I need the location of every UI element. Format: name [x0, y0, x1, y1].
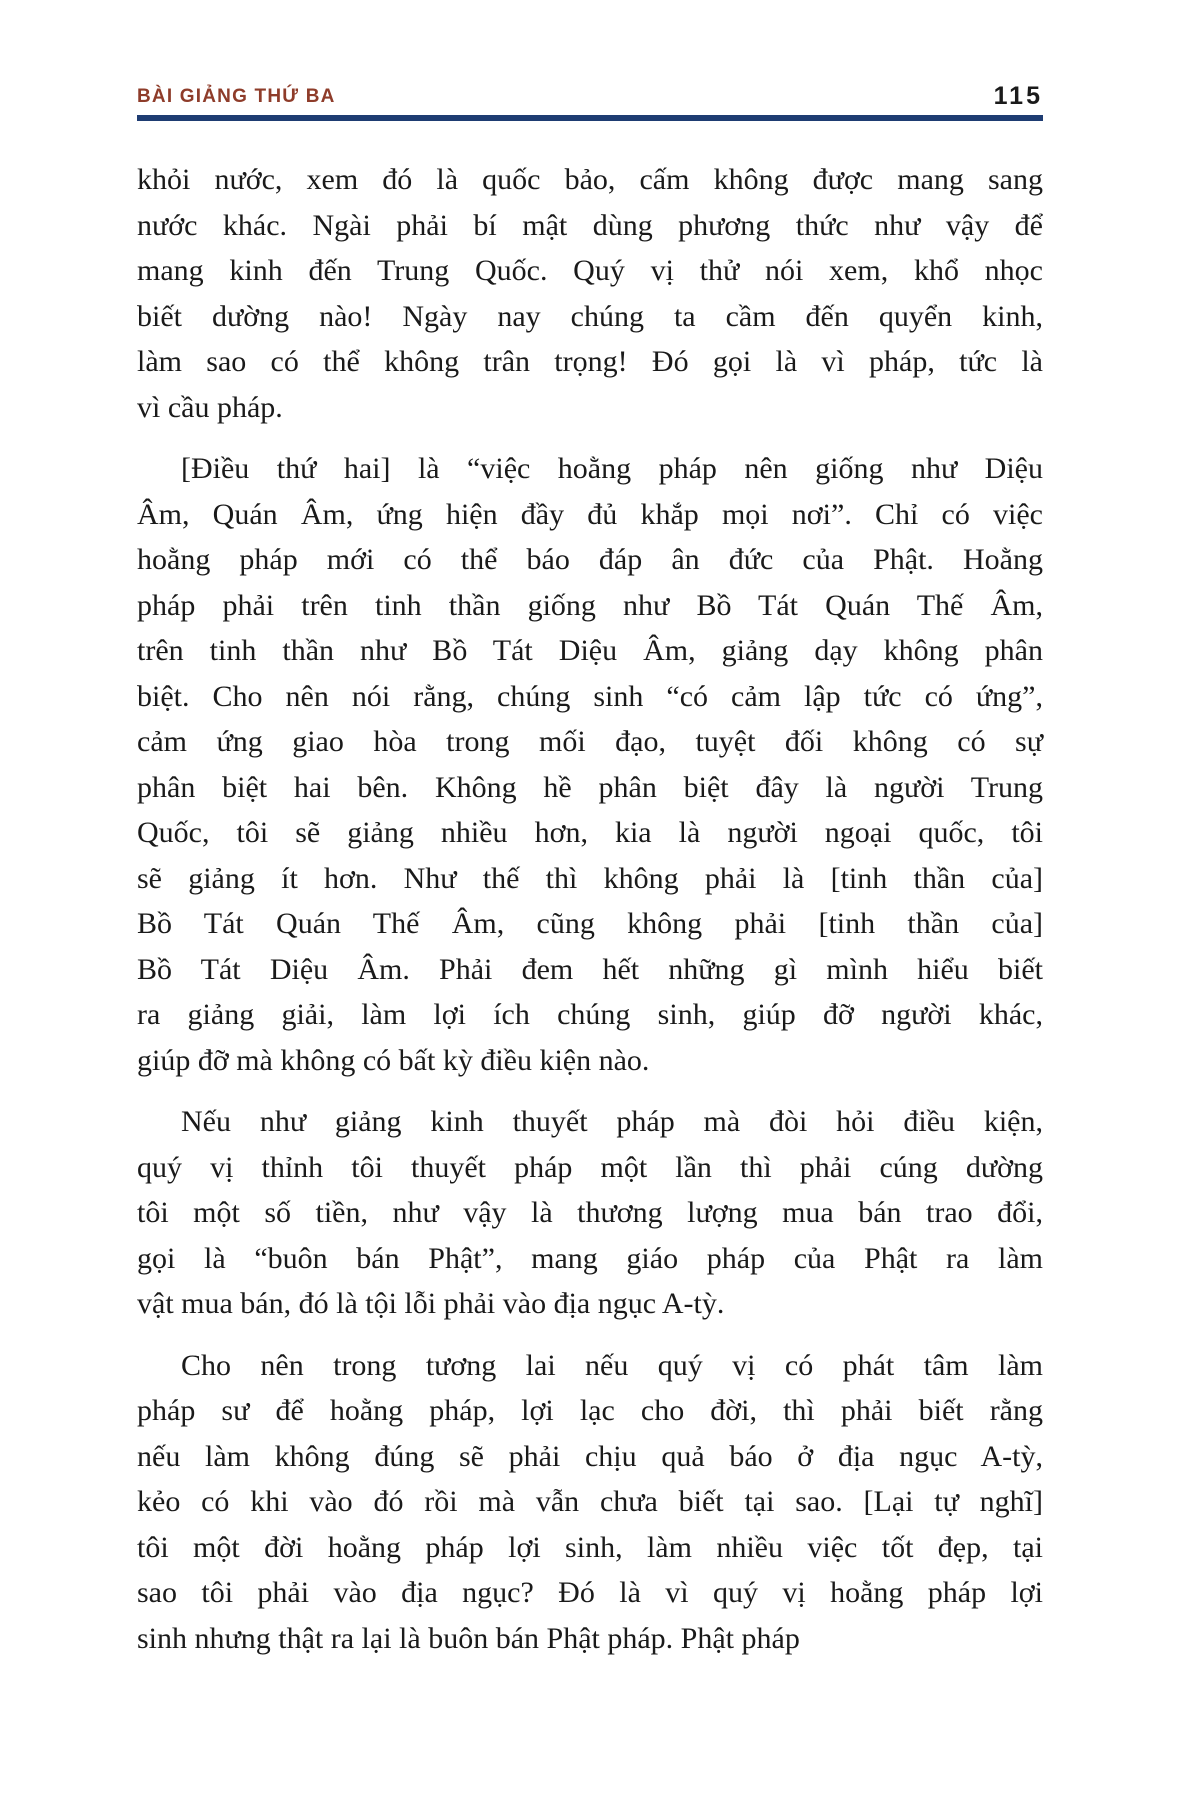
body-line: biệt. Cho nên nói rằng, chúng sinh “có cảm lập tức có ứng”, — [137, 679, 1043, 713]
body-line: tôi một số tiền, như vậy là thương lượng mua bán trao đổi, — [137, 1196, 1043, 1229]
page-header — [137, 84, 1043, 121]
body-line: tôi một đời hoằng pháp lợi sinh, làm nhiều việc tốt đẹp, tại — [137, 1530, 1043, 1564]
body-line: sẽ giảng ít hơn. Như thế thì không phải là [tinh thần của] — [137, 861, 1043, 895]
page-number: 115 — [993, 82, 1043, 110]
body-line: [Điều thứ hai] là “việc hoằng pháp nên giống như Diệu — [181, 452, 1043, 485]
body-line: kẻo có khi vào đó rồi mà vẫn chưa biết tại sao. [Lại tự nghĩ] — [137, 1485, 1043, 1518]
body-text — [137, 157, 1043, 1677]
body-line: sinh nhưng thật ra lại là buôn bán Phật pháp. Phật pháp — [137, 1621, 800, 1655]
body-line: trên tinh thần như Bồ Tát Diệu Âm, giảng dạy không phân — [137, 634, 1043, 667]
body-line: gọi là “buôn bán Phật”, mang giáo pháp của Phật ra làm — [137, 1241, 1043, 1275]
body-line: vì cầu pháp. — [137, 390, 283, 424]
body-line: phân biệt hai bên. Không hề phân biệt đây là người Trung — [137, 770, 1043, 804]
paragraph — [137, 157, 1043, 430]
paragraph — [137, 1343, 1043, 1662]
body-line: mang kinh đến Trung Quốc. Quý vị thử nói xem, khổ nhọc — [137, 254, 1043, 287]
body-line: quý vị thỉnh tôi thuyết pháp một lần thì phải cúng dường — [137, 1150, 1043, 1184]
body-line: ra giảng giải, làm lợi ích chúng sinh, giúp đỡ người khác, — [137, 998, 1043, 1031]
section-title: BÀI GIẢNG THỨ BA — [137, 86, 336, 107]
body-line: Bồ Tát Diệu Âm. Phải đem hết những gì mình hiểu biết — [137, 952, 1043, 986]
body-line: giúp đỡ mà không có bất kỳ điều kiện nào. — [137, 1043, 650, 1077]
body-line: Bồ Tát Quán Thế Âm, cũng không phải [tinh thần của] — [137, 907, 1043, 940]
header-rule — [137, 115, 1043, 121]
body-line: vật mua bán, đó là tội lỗi phải vào địa ngục A-tỳ. — [137, 1287, 725, 1320]
body-line: cảm ứng giao hòa trong mối đạo, tuyệt đối không có sự — [137, 725, 1043, 758]
body-line: nếu làm không đúng sẽ phải chịu quả báo ở địa ngục A-tỳ, — [137, 1439, 1043, 1473]
body-line: khỏi nước, xem đó là quốc bảo, cấm không được mang sang — [137, 163, 1043, 196]
body-line: Cho nên trong tương lai nếu quý vị có phát tâm làm — [181, 1348, 1043, 1382]
body-line: biết dường nào! Ngày nay chúng ta cầm đến quyển kinh, — [137, 299, 1043, 333]
paragraph — [137, 446, 1043, 1083]
body-line: hoằng pháp mới có thể báo đáp ân đức của Phật. Hoằng — [137, 543, 1043, 576]
body-line: Nếu như giảng kinh thuyết pháp mà đòi hỏi điều kiện, — [181, 1105, 1043, 1138]
body-line: Quốc, tôi sẽ giảng nhiều hơn, kia là người ngoại quốc, tôi — [137, 816, 1043, 849]
body-line: pháp sư để hoằng pháp, lợi lạc cho đời, thì phải biết rằng — [137, 1394, 1043, 1427]
paragraph — [137, 1099, 1043, 1327]
body-line: Âm, Quán Âm, ứng hiện đầy đủ khắp mọi nơi”. Chỉ có việc — [137, 497, 1043, 531]
body-line: sao tôi phải vào địa ngục? Đó là vì quý vị hoằng pháp lợi — [137, 1576, 1043, 1609]
body-line: nước khác. Ngài phải bí mật dùng phương thức như vậy để — [137, 208, 1043, 242]
body-line: làm sao có thể không trân trọng! Đó gọi là vì pháp, tức là — [137, 345, 1043, 378]
body-line: pháp phải trên tinh thần giống như Bồ Tát Quán Thế Âm, — [137, 588, 1043, 622]
